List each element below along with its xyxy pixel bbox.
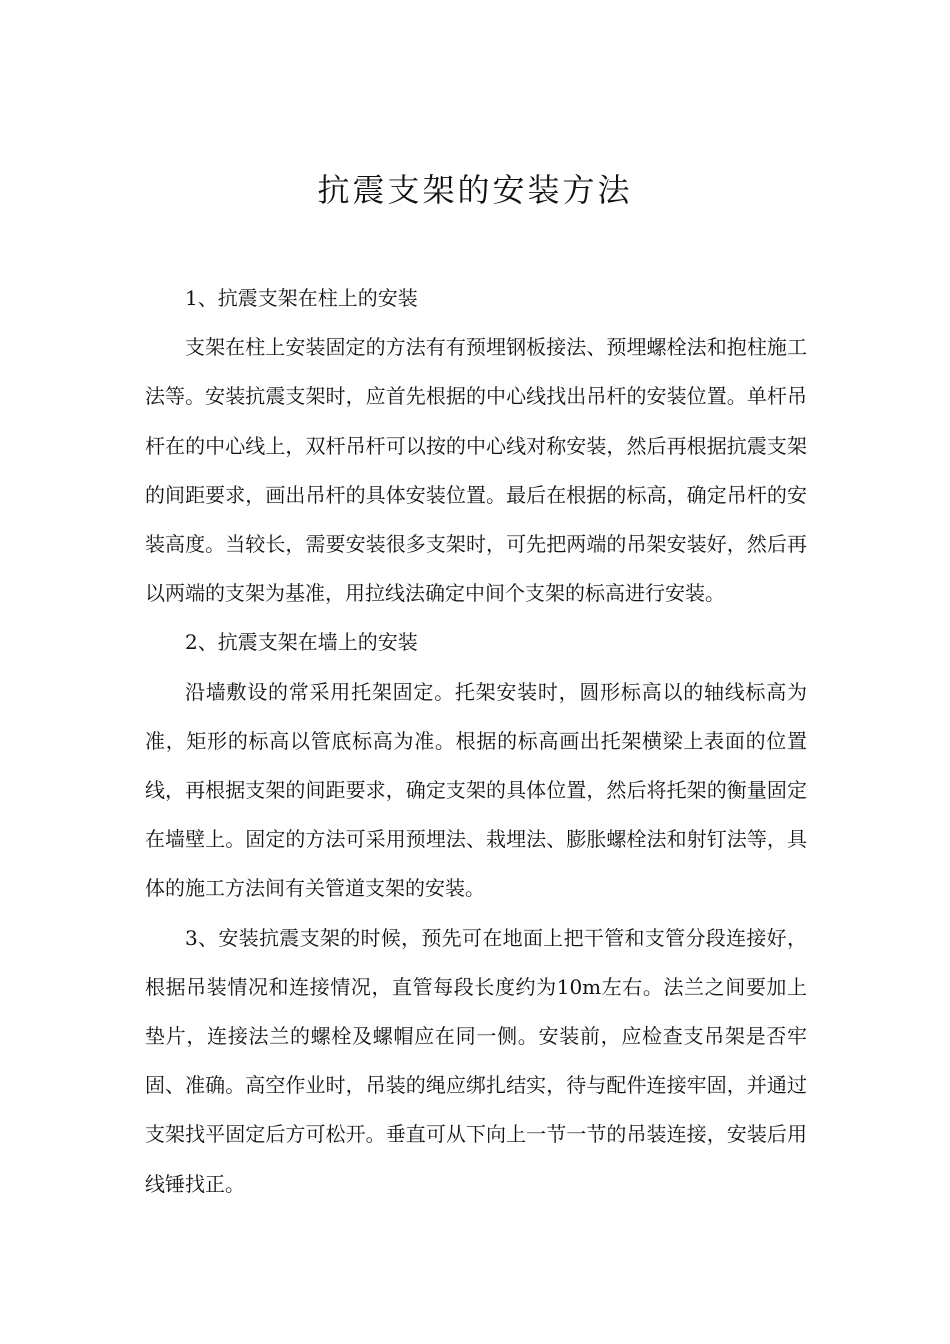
paragraph-column-install: 支架在柱上安装固定的方法有有预埋钢板接法、预埋螺栓法和抱柱施工法等。安装抗震支架时，应首先根据的中心线找出吊杆的安装位置。单杆吊杆在的中心线上，双杆吊杆可以按的中心线对称安装，然后再根据抗震支架的间距要求，画出吊杆的具体安装位置。最后在根据的标高，确定吊杆的安装高度。当较长，需要安装很多支架时，可先把两端的吊架安装好，然后再以两端的支架为基准，用拉线法确定中间个支架的标高进行安装。: [145, 335, 807, 606]
paragraph-installation-notes: 3、安装抗震支架的时候，预先可在地面上把干管和支管分段连接好，根据吊装情况和连接情况，直管每段长度约为10m左右。法兰之间要加上垫片，连接法兰的螺栓及螺帽应在同一侧。安装前，应检查支吊架是否牢固、准确。高空作业时，吊装的绳应绑扎结实，待与配件连接牢固，并通过支架找平固定后方可松开。垂直可从下向上一节一节的吊装连接，安装后用线锤找正。: [145, 925, 807, 1196]
paragraph-wall-install: 沿墙敷设的常采用托架固定。托架安装时，圆形标高以的轴线标高为准，矩形的标高以管底标高为准。根据的标高画出托架横梁上表面的位置线，再根据支架的间距要求，确定支架的具体位置，然后将托架的衡量固定在墙壁上。固定的方法可采用预埋法、栽埋法、膨胀螺栓法和射钉法等，具体的施工方法间有关管道支架的安装。: [145, 679, 807, 901]
section-heading-wall-install: 2、抗震支架在墙上的安装: [185, 630, 418, 655]
document-body: [145, 274, 807, 1209]
section-heading-column-install: 1、抗震支架在柱上的安装: [185, 286, 418, 310]
page-title: 抗震支架的安装方法: [317, 171, 633, 209]
